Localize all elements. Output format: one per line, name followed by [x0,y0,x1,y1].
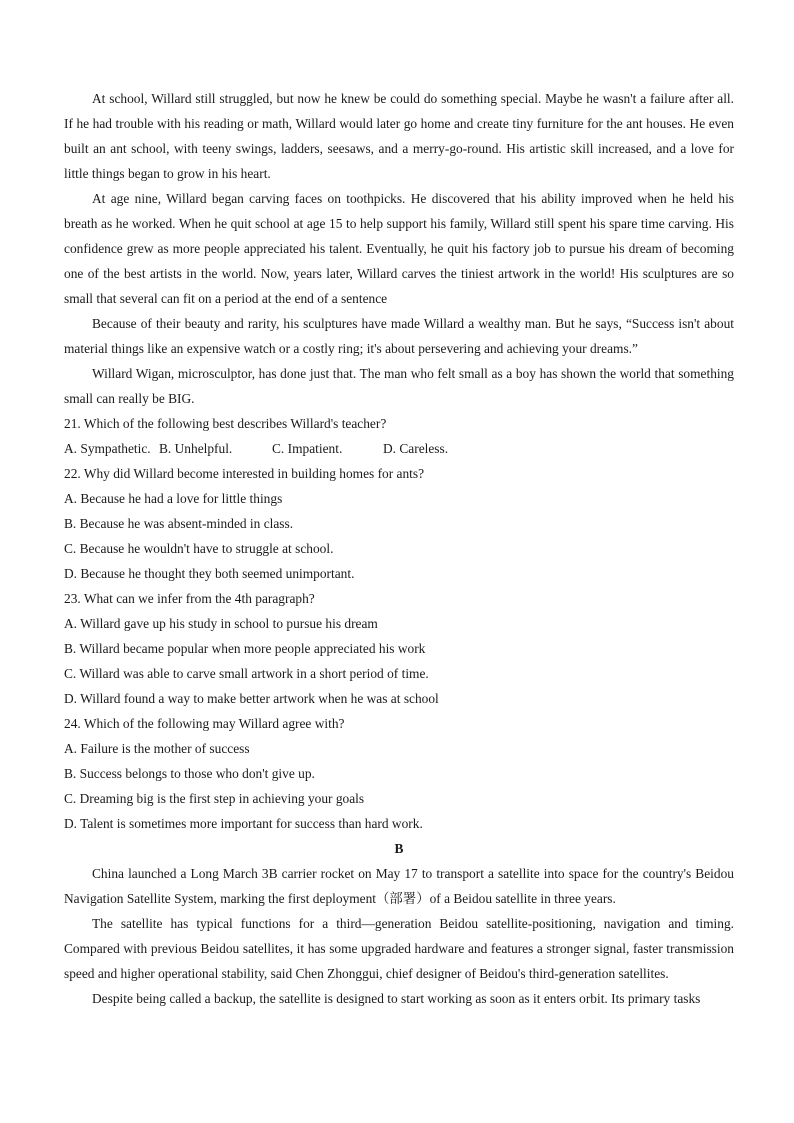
q23-option-b: B. Willard became popular when more people appreciated his work [64,641,426,656]
q23-option-a: A. Willard gave up his study in school to pursue his dream [64,616,378,631]
q21-option-a: A. Sympathetic. [64,441,151,456]
q24-option-c: C. Dreaming big is the first step in achieving your goals [64,791,365,806]
q21-option-c: C. Impatient. [272,441,343,456]
question-23: 23. What can we infer from the 4th paragraph? [64,591,315,606]
passage-a-paragraph-4: Willard Wigan, microsculptor, has done just that. The man who felt small as a boy has shown the world that something small can really be BIG. [64,366,734,406]
section-b-heading: B [394,841,404,856]
passage-b-paragraph-1: China launched a Long March 3B carrier rocket on May 17 to transport a satellite into space for the country's Beidou Navigation Satellite System, marking the first deployment（部署）of a Beidou satellite in three years. [64,866,734,906]
q24-option-d: D. Talent is sometimes more important for success than hard work. [64,816,423,831]
passage-b-paragraph-2: The satellite has typical functions for a third—generation Beidou satellite-positioning, navigation and timing. Compared with previous Beidou satellites, it has some upgraded hardware and features a stronger signal, faster transmission speed and higher operational stability, said Chen Zhonggui, chief designer of Beidou's third-generation satellites. [64,916,734,981]
passage-b-paragraph-3: Despite being called a backup, the satellite is designed to start working as soon as it enters orbit. Its primary tasks [92,991,701,1006]
question-22: 22. Why did Willard become interested in building homes for ants? [64,466,425,481]
question-24: 24. Which of the following may Willard agree with? [64,716,345,731]
q22-option-c: C. Because he wouldn't have to struggle at school. [64,541,334,556]
question-21: 21. Which of the following best describes Willard's teacher? [64,416,387,431]
q21-option-b: B. Unhelpful. [159,441,233,456]
q22-option-b: B. Because he was absent-minded in class. [64,516,294,531]
passage-a-paragraph-3: Because of their beauty and rarity, his sculptures have made Willard a wealthy man. But he says, “Success isn't about material things like an expensive watch or a costly ring; it's about persevering and achieving your dreams.” [64,316,734,356]
q22-option-a: A. Because he had a love for little things [64,491,283,506]
q24-option-a: A. Failure is the mother of success [64,741,250,756]
passage-a-paragraph-2: At age nine, Willard began carving faces on toothpicks. He discovered that his ability improved when he held his breath as he worked. When he quit school at age 15 to help support his family, Willard still spent his spare time carving. His confidence grew as more people appreciated his talent. Eventually, he quit his factory job to pursue his dream of becoming one of the best artists in the world. Now, years later, Willard carves the tiniest artwork in the world! His sculptures are so small that several can fit on a period at the end of a sentence [64,191,734,306]
q23-option-d: D. Willard found a way to make better artwork when he was at school [64,691,439,706]
q21-option-d: D. Careless. [383,441,449,456]
question-21-options [64,436,734,461]
q24-option-b: B. Success belongs to those who don't give up. [64,766,315,781]
passage-a-paragraph-1: At school, Willard still struggled, but now he knew be could do something special. Maybe he wasn't a failure after all. If he had trouble with his reading or math, Willard would later go home and create tiny furniture for the ant houses. He even built an ant school, with teeny swings, ladders, seesaws, and a merry-go-round. His artistic skill increased, and a love for little things began to grow in his heart. [64,91,734,181]
q22-option-d: D. Because he thought they both seemed unimportant. [64,566,355,581]
q23-option-c: C. Willard was able to carve small artwork in a short period of time. [64,666,429,681]
document-page [64,86,734,1011]
